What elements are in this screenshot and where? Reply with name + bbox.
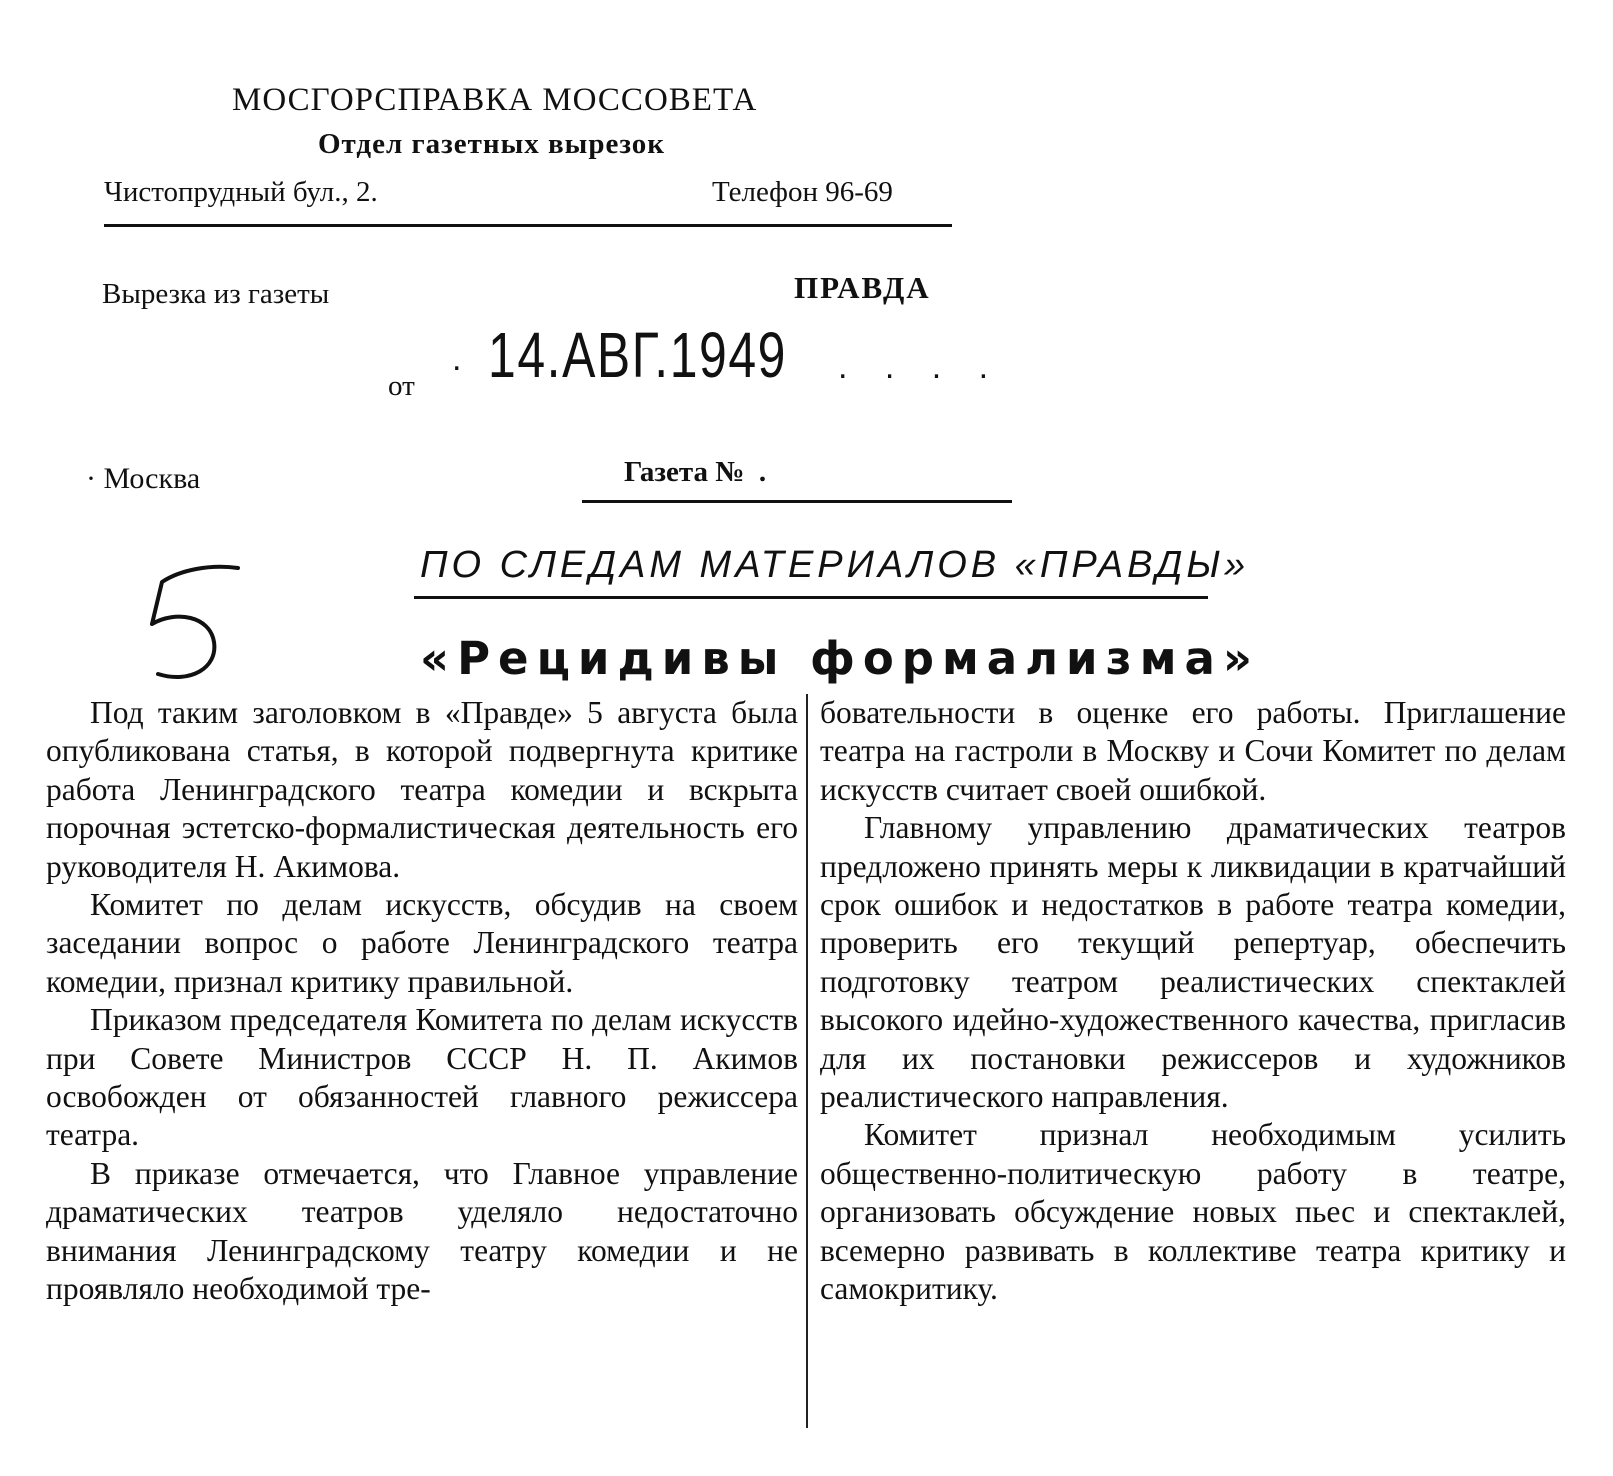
clipping-source-label: Вырезка из газеты — [102, 278, 330, 310]
department-name: Отдел газетных вырезок — [318, 128, 666, 160]
column-divider — [806, 694, 808, 1428]
city: · Москва — [86, 462, 201, 495]
paragraph: Главному управлению драматических театров предложено принять меры к ликвидации в кратчайший срок ошибок и недостатков в работе театра комедии, проверить его текущий репертуар, обеспечить подготовку театром реалистических спектаклей высокого идейно-художественного качества, пригласив для их постановки режиссеров и художников реалистического направления. — [820, 810, 1566, 1115]
handwritten-number-5 — [140, 560, 250, 690]
article-title: «Рецидивы формализма» — [420, 632, 1260, 685]
date-trailing-dots: . . . . — [838, 348, 1003, 386]
date-leader-dots: . — [452, 340, 472, 378]
date-prefix: от — [388, 370, 415, 402]
rubric-heading: ПО СЛЕДАМ МАТЕРИАЛОВ «ПРАВДЫ» — [420, 544, 1250, 586]
header-divider — [104, 224, 952, 227]
paragraph: В приказе отмечается, что Главное управление драматических театров уделяло недостаточно внимания Ленинградскому театру комедии и не проявляло необходимой тре- — [46, 1155, 798, 1307]
issue-underline — [582, 500, 1012, 503]
address: Чистопрудный бул., 2. — [104, 176, 378, 208]
issue-label-text: Газета № — [624, 456, 745, 488]
organization-name: МОСГОРСПРАВКА МОССОВЕТА — [232, 82, 758, 118]
article-column-left — [46, 694, 798, 1309]
paragraph-continuation: бовательности в оценке его работы. Приглашение театра на гастроли в Москву и Сочи Комитет по делам искусств считает своей ошибкой. — [820, 695, 1566, 807]
phone-number: Телефон 96-69 — [712, 176, 893, 208]
article-column-right — [820, 694, 1566, 1309]
newspaper-name: ПРАВДА — [794, 270, 931, 305]
date-stamp: 14.АВГ.1949 — [488, 319, 788, 391]
paragraph: Приказом председателя Комитета по делам искусств при Совете Министров СССР Н. П. Акимов освобожден от обязанностей главного режиссера театра. — [46, 1002, 798, 1153]
paragraph: Под таким заголовком в «Правде» 5 августа была опубликована статья, в которой подвергнута критике работа Ленинградского театра комедии и вскрыта порочная эстетско-формалистическая деятельность его руководителя Н. Акимова. — [46, 695, 798, 884]
issue-number-label: Газета № . — [624, 456, 767, 488]
rubric-underline — [414, 596, 1208, 599]
paragraph: Комитет по делам искусств, обсудив на своем заседании вопрос о работе Ленинградского театра комедии, признал критику правильной. — [46, 887, 798, 999]
city-name: Москва — [103, 462, 201, 495]
paragraph: Комитет признал необходимым усилить общественно-политическую работу в театре, организовать обсуждение новых пьес и спектаклей, всемерно развивать в коллективе театра критику и самокритику. — [820, 1117, 1566, 1307]
